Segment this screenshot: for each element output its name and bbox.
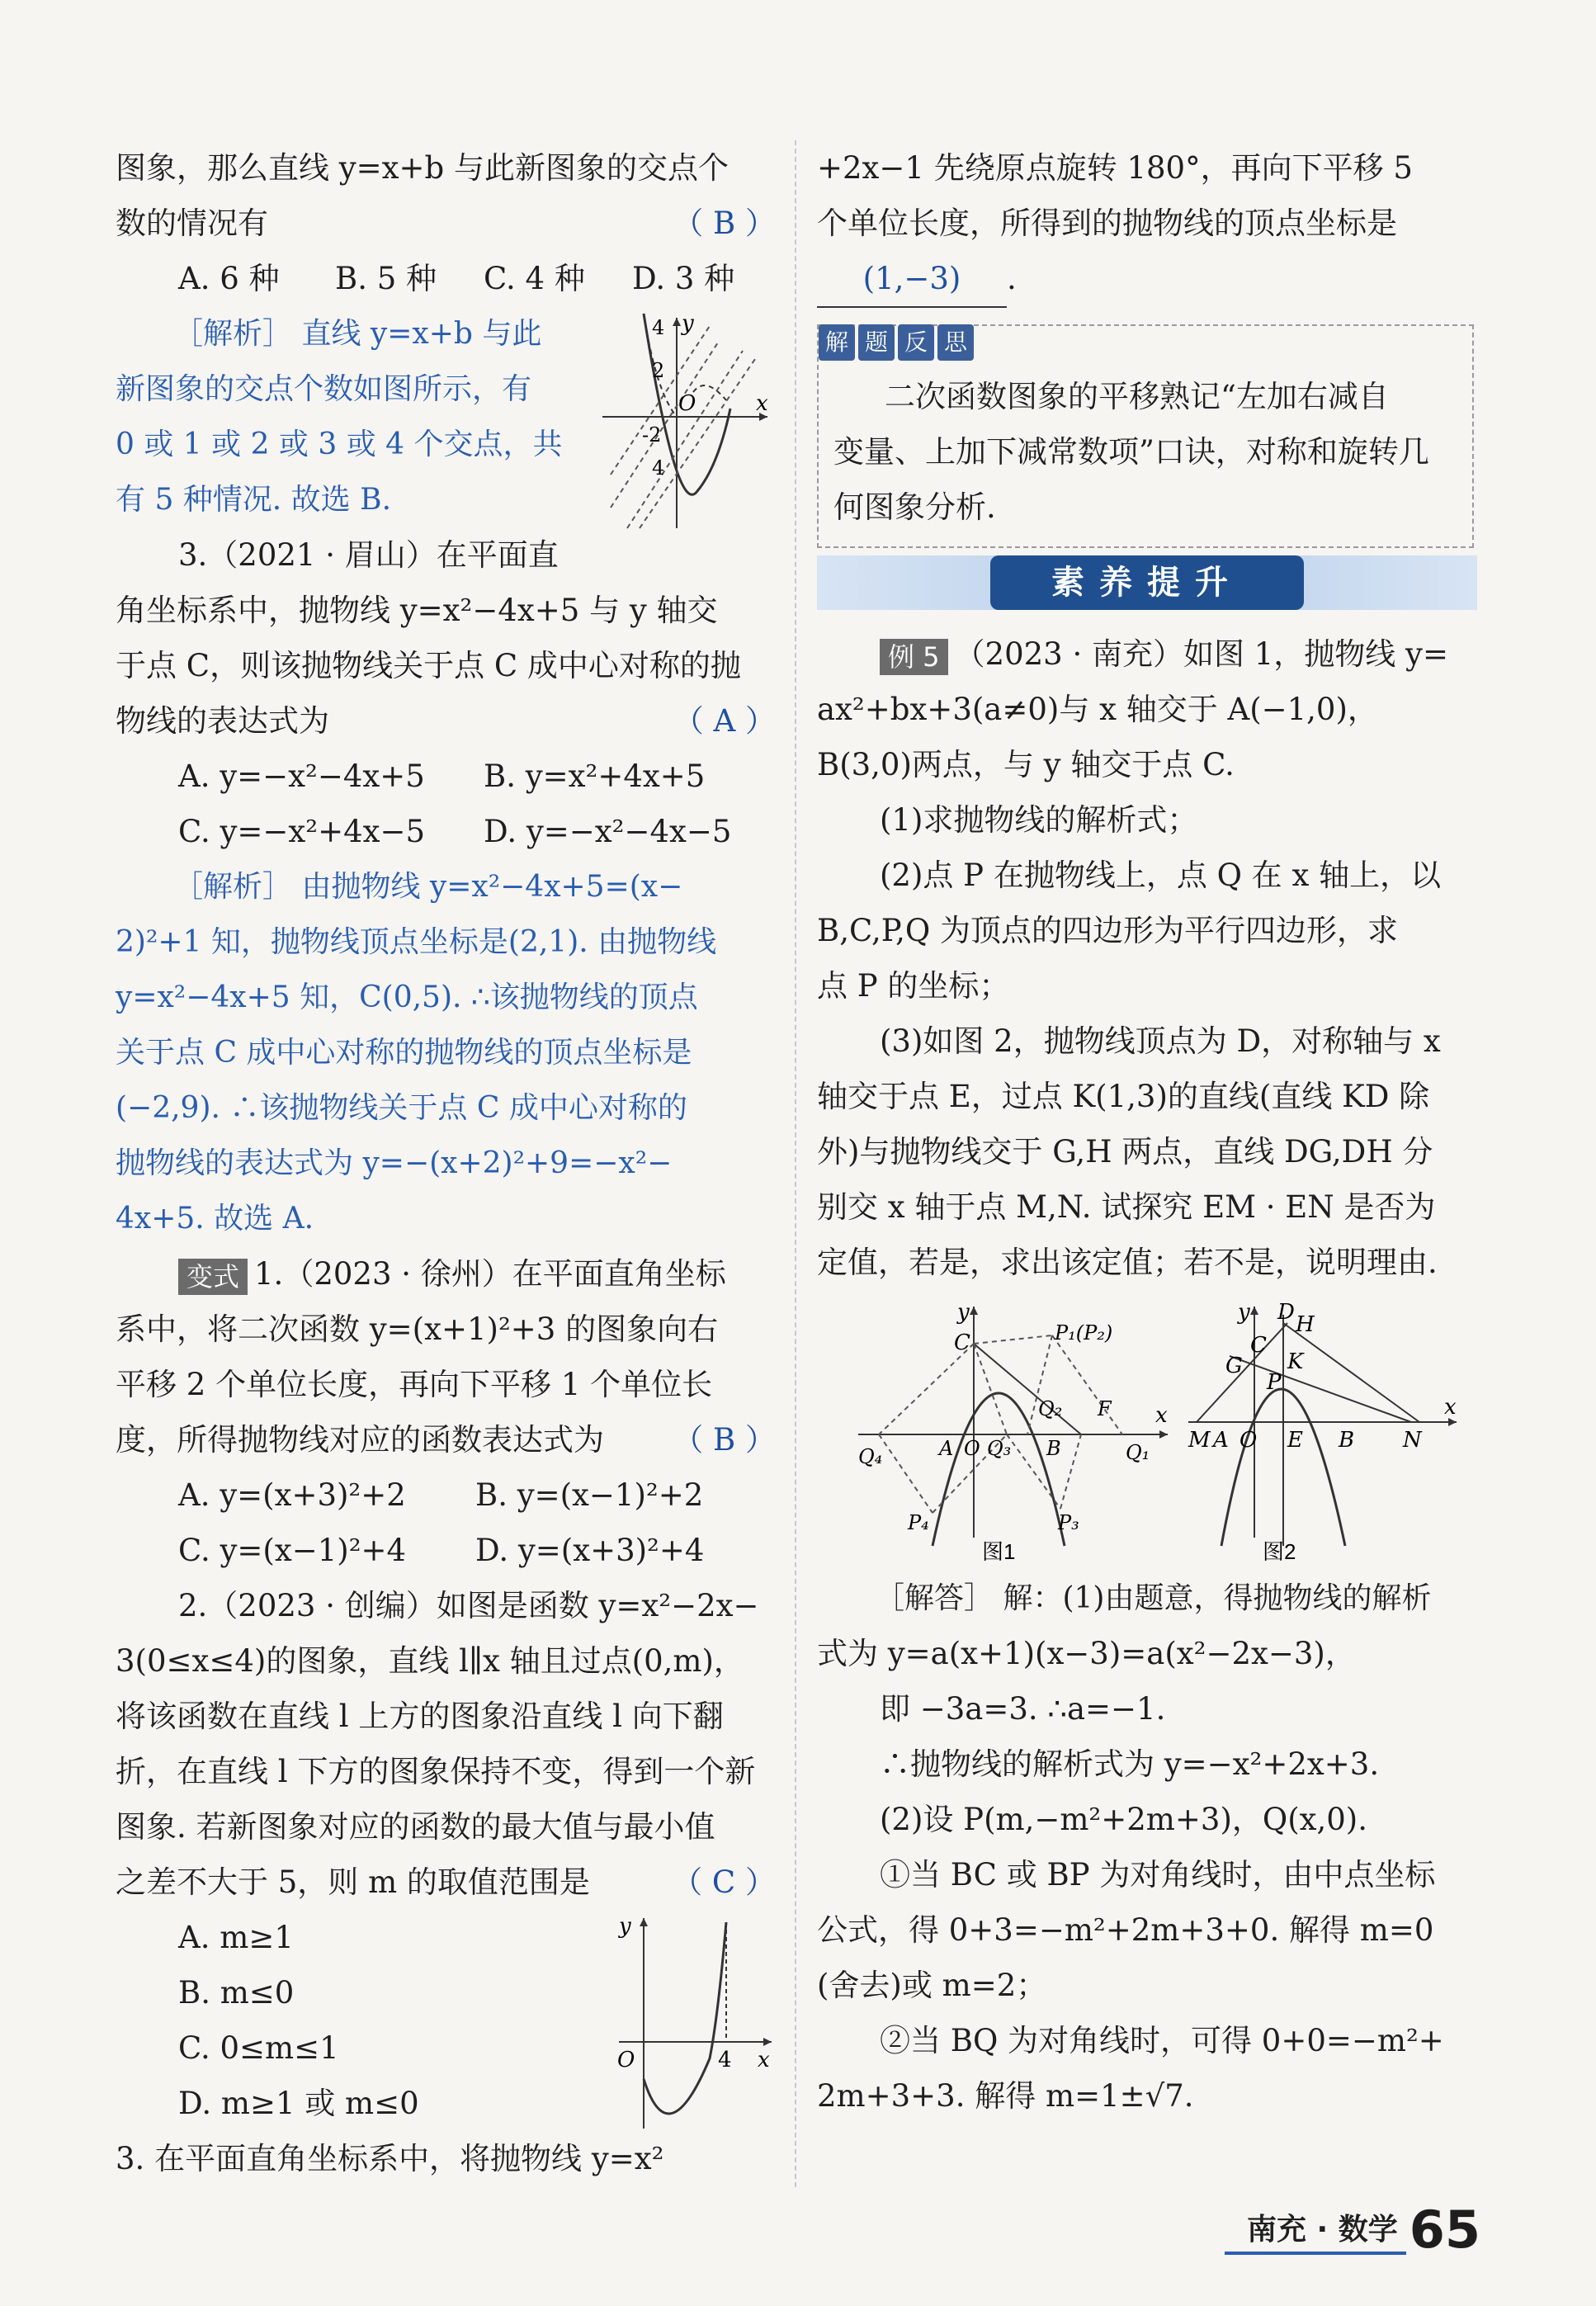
point-label: G [1225, 1354, 1243, 1378]
point-label: O [1239, 1428, 1258, 1453]
option: A. 6 种 [178, 261, 280, 296]
analysis-line: 关于点 C 成中心对称的抛物线的顶点坐标是 [116, 1036, 692, 1070]
text-line: 1.（2023 · 徐州）在平面直角坐标 [254, 1256, 726, 1292]
figure-caption: 图2 [1263, 1539, 1296, 1562]
point-label: D [1277, 1300, 1295, 1325]
reflection-tag [819, 324, 977, 361]
text-line: 图象，那么直线 y=x+b 与此新图象的交点个 [116, 150, 729, 186]
q1-intersection-figure [594, 310, 776, 532]
solution-line: ②当 BQ 为对角线时，可得 0+0=−m²+ [880, 2023, 1444, 2058]
text-line: 物线的表达式为 [116, 703, 329, 739]
option: C. y=(x−1)²+4 [178, 1533, 407, 1568]
options-row [116, 251, 776, 306]
point-label: O [964, 1437, 980, 1460]
analysis-line: ［解析］ 直线 y=x+b 与此 [173, 317, 542, 351]
point-label: Q₄ [858, 1445, 883, 1468]
solution-line: ［解答］ 解：(1)由题意，得抛物线的解析 [875, 1581, 1432, 1615]
text-line: 3. 在平面直角坐标系中，将抛物线 y=x² [116, 2141, 664, 2176]
options-row [116, 1467, 776, 1523]
right-column [817, 140, 1477, 2124]
answer-blank-line [817, 251, 1477, 308]
point-label: A [939, 1437, 954, 1460]
reflection-box [817, 324, 1474, 548]
variant-heading [116, 1246, 776, 1302]
reflection-text: 何图象分析. [833, 489, 996, 525]
point-label: M [1188, 1428, 1211, 1453]
point-label: C [954, 1330, 970, 1355]
answer-blank: (1,−3) [817, 251, 1007, 308]
banner-title: 素养提升 [990, 555, 1304, 610]
text-line: +2x−1 先绕原点旋转 180°，再向下平移 5 [817, 150, 1413, 186]
option: C. y=−x²+4x−5 [178, 814, 426, 849]
text-line: 度，所得抛物线对应的函数表达式为 [116, 1422, 604, 1458]
axis-label-x: x [1444, 1395, 1457, 1420]
answer-choice: （ C ） [672, 1864, 776, 1900]
point-label: Q₂ [1038, 1397, 1063, 1420]
axis-label-y: y [1238, 1300, 1250, 1325]
point-label: F [1098, 1397, 1112, 1420]
text-line: (1)求抛物线的解析式； [880, 802, 1198, 838]
solution-line: ①当 BC 或 BP 为对角线时，由中点坐标 [880, 1857, 1436, 1893]
axis-label-y: y [682, 311, 694, 336]
example-heading [817, 626, 1477, 682]
point-label: B [1339, 1428, 1355, 1453]
point-label: E [1287, 1428, 1303, 1453]
text-line: 角坐标系中，抛物线 y=x²−4x+5 与 y 轴交 [116, 593, 718, 628]
origin-label: O [617, 2048, 635, 2072]
text-line: . [1007, 261, 1017, 296]
point-label: K [1287, 1349, 1304, 1374]
option: C. 0≤m≤1 [178, 2030, 339, 2066]
options-row [116, 1523, 776, 1578]
option: A. y=−x²−4x+5 [178, 758, 425, 794]
answer-row [116, 196, 776, 251]
tick-label: 4 [652, 456, 665, 480]
answer-choice: （ B ） [673, 1422, 776, 1458]
solution-line: (舍去)或 m=2； [817, 1968, 1047, 2003]
variant-tag: 变式 [178, 1259, 248, 1295]
tag-char: 反 [898, 324, 934, 361]
footer-label: 南充 · 数学 [1246, 2213, 1398, 2247]
answer-row [116, 693, 776, 749]
solution-line: 式为 y=a(x+1)(x−3)=a(x²−2x−3)， [817, 1636, 1356, 1671]
page-footer [1246, 2200, 1480, 2260]
point-label: P₄ [908, 1511, 929, 1534]
options-row [116, 804, 776, 859]
answer-row [116, 1855, 776, 1910]
example-tag: 例 5 [880, 639, 948, 675]
text-line: ax²+bx+3(a≠0)与 x 轴交于 A(−1,0)， [817, 692, 1378, 727]
text-line: 别交 x 轴于点 M,N. 试探究 EM · EN 是否为 [817, 1189, 1436, 1225]
solution-line: ∴抛物线的解析式为 y=−x²+2x+3. [880, 1746, 1380, 1782]
axis-label-x: x [1155, 1403, 1168, 1428]
axis-label-y: y [619, 1914, 631, 1939]
option: D. y=−x²−4x−5 [484, 814, 732, 849]
analysis-line: (−2,9). ∴该抛物线关于点 C 成中心对称的 [116, 1091, 687, 1125]
analysis-line: y=x²−4x+5 知，C(0,5). ∴该抛物线的顶点 [116, 981, 698, 1014]
answer-choice: （ B ） [673, 206, 776, 241]
q1-analysis [116, 306, 594, 527]
text-line: 图象. 若新图象对应的函数的最大值与最小值 [116, 1809, 715, 1845]
option: B. 5 种 [335, 261, 437, 296]
analysis-line: 有 5 种情况. 故选 B. [116, 483, 392, 517]
text-line: 于点 C，则该抛物线关于点 C 成中心对称的抛 [116, 648, 741, 683]
figure-2 [1180, 1298, 1461, 1562]
tag-char: 思 [937, 324, 974, 361]
analysis-line: 4x+5. 故选 A. [116, 1202, 314, 1236]
reflection-text: 二次函数图象的平移熟记“左加右减自 [885, 379, 1389, 414]
text-line: B(3,0)两点，与 y 轴交于点 C. [817, 747, 1235, 782]
tick-label: 4 [652, 316, 665, 339]
column-divider [795, 140, 796, 2187]
option: B. y=x²+4x+5 [484, 758, 706, 794]
solution-line: 2m+3+3. 解得 m=1±√7. [817, 2078, 1194, 2114]
text-line: 个单位长度，所得到的抛物线的顶点坐标是 [817, 206, 1397, 241]
axis-label-x: x [758, 2048, 770, 2072]
text-line: 数的情况有 [116, 206, 268, 241]
analysis-line: 2)²+1 知，抛物线顶点坐标是(2,1). 由抛物线 [116, 925, 717, 959]
point-label: P₁(P₂) [1055, 1321, 1113, 1344]
text-line: 之差不大于 5，则 m 的取值范围是 [116, 1864, 590, 1900]
point-label: N [1403, 1428, 1422, 1453]
reflection-text: 变量、上加下减常数项”口诀，对称和旋转几 [833, 434, 1429, 470]
text-line: 轴交于点 E，过点 K(1,3)的直线(直线 KD 除 [817, 1079, 1430, 1114]
option: A. m≥1 [178, 1920, 294, 1955]
tag-char: 解 [819, 324, 855, 361]
tag-char: 题 [858, 324, 895, 361]
option: C. 4 种 [484, 261, 585, 296]
option: A. y=(x+3)²+2 [178, 1477, 406, 1513]
v2-options-block [116, 1910, 776, 2131]
text-line: （2023 · 南充）如图 1，抛物线 y= [954, 636, 1448, 672]
option: B. y=(x−1)²+2 [475, 1477, 704, 1513]
page-number: 65 [1409, 2200, 1480, 2260]
reflection-section [817, 308, 1477, 547]
option: D. 3 种 [632, 261, 735, 296]
tick-label: -2 [642, 423, 662, 447]
text-line: 2.（2023 · 创编）如图是函数 y=x²−2x− [178, 1588, 759, 1623]
text-line: 点 P 的坐标； [817, 968, 1010, 1004]
v2-parabola-figure [602, 1910, 776, 2131]
axis-label-y: y [957, 1300, 970, 1325]
solution-line: 即 −3a=3. ∴a=−1. [880, 1691, 1166, 1727]
option: D. m≥1 或 m≤0 [178, 2086, 419, 2121]
text-line: (3)如图 2，抛物线顶点为 D，对称轴与 x [880, 1023, 1441, 1059]
point-label: H [1296, 1312, 1315, 1337]
analysis-line: ［解析］ 由抛物线 y=x²−4x+5=(x− [173, 870, 683, 904]
option: D. y=(x+3)²+4 [475, 1533, 705, 1568]
option: B. m≤0 [178, 1975, 295, 2011]
point-label: A [1213, 1428, 1229, 1453]
point-label: P [1267, 1370, 1282, 1395]
tick-label: 2 [652, 359, 665, 382]
answer-row [116, 1412, 776, 1467]
origin-label: O [678, 391, 696, 416]
point-label: B [1046, 1437, 1061, 1460]
point-label: Q₁ [1126, 1441, 1150, 1464]
answer-choice: （ A ） [673, 703, 776, 739]
text-line: 3(0≤x≤4)的图象，直线 l∥x 轴且过点(0,m)， [116, 1643, 744, 1679]
solution-line: 公式，得 0+3=−m²+2m+3+0. 解得 m=0 [817, 1912, 1434, 1948]
analysis-line: 抛物线的表达式为 y=−(x+2)²+9=−x²− [116, 1146, 673, 1180]
text-line: 定值，若是，求出该定值；若不是，说明理由. [817, 1245, 1438, 1280]
text-line: B,C,P,Q 为顶点的四边形为平行四边形，求 [817, 913, 1398, 948]
point-label: P₃ [1058, 1511, 1079, 1534]
axis-label-x: x [756, 391, 768, 416]
left-column [116, 140, 776, 2186]
tick-label: 4 [718, 2048, 732, 2072]
text-line: 3.（2021 · 眉山）在平面直 [178, 537, 559, 573]
text-line: 系中，将二次函数 y=(x+1)²+3 的图象向右 [116, 1311, 719, 1347]
solution-line: (2)设 P(m,−m²+2m+3)，Q(x,0). [880, 1802, 1368, 1837]
analysis-line: 新图象的交点个数如图所示，有 [116, 372, 532, 406]
banner-section [817, 547, 1477, 626]
section-banner [817, 555, 1477, 610]
text-line: 平移 2 个单位长度，再向下平移 1 个单位长 [116, 1367, 713, 1402]
text-line: 折，在直线 l 下方的图象保持不变，得到一个新 [116, 1754, 756, 1789]
options-row [116, 749, 776, 804]
point-label: Q₃ [987, 1437, 1012, 1460]
v2-options [178, 1910, 419, 2131]
figures-row [817, 1290, 1477, 1571]
figure-caption: 图1 [982, 1539, 1016, 1562]
text-line: 将该函数在直线 l 上方的图象沿直线 l 向下翻 [116, 1699, 724, 1734]
q1-analysis-block [116, 306, 776, 527]
point-label: C [1250, 1333, 1267, 1358]
footer-rule [1225, 2252, 1406, 2255]
text-line: 外)与抛物线交于 G,H 两点，直线 DG,DH 分 [817, 1134, 1433, 1170]
figure-1 [850, 1298, 1172, 1562]
analysis-line: 0 或 1 或 2 或 3 或 4 个交点，共 [116, 428, 563, 461]
text-line: (2)点 P 在抛物线上，点 Q 在 x 轴上，以 [880, 858, 1442, 893]
